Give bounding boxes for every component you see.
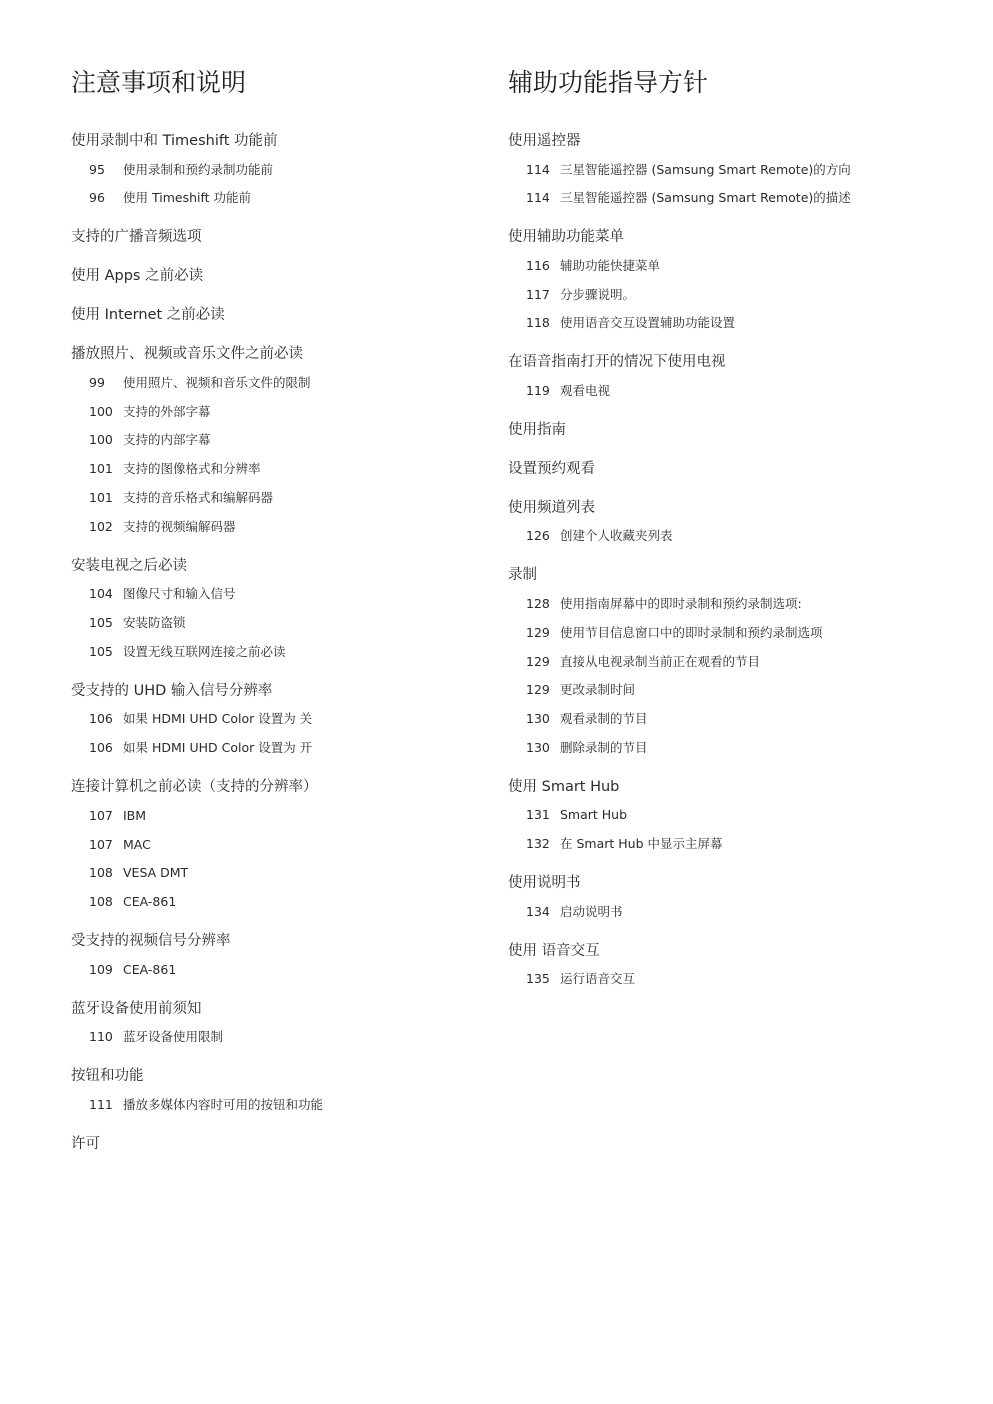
page-number: 95 [89, 161, 105, 177]
entry-label: IBM [123, 807, 147, 823]
page-number: 111 [89, 1096, 113, 1112]
entry-label: 支持的音乐格式和编解码器 [123, 490, 274, 505]
entry-label: 支持的图像格式和分辨率 [123, 461, 261, 477]
section-heading[interactable]: 按钮和功能 [71, 1068, 144, 1085]
page-number: 126 [526, 528, 550, 544]
section-heading[interactable]: 使用 Internet 之前必读 [71, 307, 225, 324]
entry-label: 播放多媒体内容时可用的按钮和功能 [123, 1096, 324, 1112]
page-number: 130 [526, 711, 550, 727]
entry-label: 支持的外部字幕 [123, 403, 211, 419]
page-number: 99 [89, 374, 105, 390]
entry-label: MAC [123, 836, 151, 852]
section-heading[interactable]: 使用说明书 [508, 875, 581, 892]
page-number: 114 [526, 190, 550, 206]
entry-label: 使用语音交互设置辅助功能设置 [560, 315, 736, 331]
page-number: 108 [89, 865, 113, 881]
entry-label: 使用照片、视频和音乐文件的限制 [123, 374, 311, 390]
entry-label: 三星智能遥控器 (Samsung Smart Remote)的方向 [560, 161, 851, 177]
page-number: 106 [89, 711, 113, 727]
page-number: 131 [526, 807, 550, 823]
section-heading[interactable]: 支持的广播音频选项 [71, 229, 202, 246]
page-number: 134 [526, 903, 550, 919]
page-number: 109 [89, 961, 113, 977]
section-heading[interactable]: 使用频道列表 [508, 499, 595, 516]
page-number: 107 [89, 807, 113, 823]
page-number: 105 [89, 615, 113, 631]
page-number: 96 [89, 190, 105, 206]
section-heading[interactable]: 使用指南 [508, 421, 566, 438]
entry-label: 使用录制和预约录制功能前 [123, 161, 274, 177]
page-number: 129 [526, 682, 550, 698]
page-number: 106 [89, 740, 113, 756]
section-heading[interactable]: 播放照片、视频或音乐文件之前必读 [71, 346, 303, 363]
entry-label: 使用 Timeshift 功能前 [123, 190, 252, 206]
section-heading[interactable]: 连接计算机之前必读（支持的分辨率） [71, 779, 318, 796]
page-number: 132 [526, 836, 550, 852]
section-heading[interactable]: 蓝牙设备使用前须知 [71, 1000, 202, 1017]
entry-label: CEA-861 [123, 894, 177, 910]
page-number: 104 [89, 586, 113, 602]
page-number: 128 [526, 595, 550, 611]
page-number: 105 [89, 643, 113, 659]
entry-label: 观看电视 [560, 382, 611, 398]
page-number: 130 [526, 739, 550, 755]
section-heading[interactable]: 受支持的 UHD 输入信号分辨率 [71, 682, 273, 699]
entry-label: 如果 HDMI UHD Color 设置为 开 [123, 740, 313, 756]
entry-label: 启动说明书 [560, 903, 623, 919]
section-heading[interactable]: 使用辅助功能菜单 [508, 229, 624, 246]
page-number: 100 [89, 432, 113, 448]
page-number: 117 [526, 286, 550, 302]
page-number: 135 [526, 971, 550, 987]
page-number: 118 [526, 315, 550, 331]
page-number: 102 [89, 518, 113, 534]
entry-label: 支持的视频编解码器 [123, 518, 236, 534]
entry-label: CEA-861 [123, 961, 177, 977]
page-number: 129 [526, 624, 550, 640]
page-number: 110 [89, 1029, 113, 1045]
page-number: 100 [89, 403, 113, 419]
entry-label: 使用节目信息窗口中的即时录制和预约录制选项 [560, 624, 823, 640]
section-heading[interactable]: 使用遥控器 [508, 133, 581, 149]
entry-label: 直接从电视录制当前正在观看的节目 [560, 653, 761, 669]
section-heading[interactable]: 设置预约观看 [508, 460, 595, 477]
entry-label: 设置无线互联网连接之前必读 [123, 643, 286, 659]
entry-label: 图像尺寸和输入信号 [123, 586, 236, 602]
section-heading[interactable]: 录制 [508, 567, 537, 584]
section-heading[interactable]: 使用 Apps 之前必读 [71, 268, 204, 285]
section-heading[interactable]: 使用 语音交互 [508, 942, 600, 959]
page-number: 107 [89, 836, 113, 852]
entry-label: 安装防盗锁 [123, 615, 186, 631]
page-number: 101 [89, 461, 113, 477]
entry-label: 在 Smart Hub 中显示主屏幕 [560, 836, 723, 852]
page-number: 129 [526, 653, 550, 669]
page-number: 114 [526, 161, 550, 177]
page-number: 119 [526, 382, 550, 398]
entry-label: Smart Hub [560, 807, 628, 823]
entry-label: 运行语音交互 [560, 971, 636, 987]
entry-label: 删除录制的节目 [560, 739, 648, 755]
entry-label: 创建个人收藏夹列表 [560, 528, 673, 544]
page-number: 116 [526, 257, 550, 273]
section-heading[interactable]: 使用录制中和 Timeshift 功能前 [71, 133, 278, 149]
entry-label: 三星智能遥控器 (Samsung Smart Remote)的描述 [560, 190, 851, 206]
entry-label: 使用指南屏幕中的即时录制和预约录制选项: [560, 595, 802, 611]
section-heading[interactable]: 安装电视之后必读 [71, 557, 187, 574]
section-heading[interactable]: 许可 [71, 1135, 100, 1152]
section-heading[interactable]: 受支持的视频信号分辨率 [71, 933, 231, 950]
entry-label: 蓝牙设备使用限制 [123, 1029, 224, 1045]
page-number: 101 [89, 490, 113, 505]
section-heading[interactable]: 在语音指南打开的情况下使用电视 [508, 354, 726, 371]
column-title: 注意事项和说明 [71, 68, 247, 97]
entry-label: 观看录制的节目 [560, 711, 648, 727]
entry-label: 辅助功能快捷菜单 [560, 257, 661, 273]
section-heading[interactable]: 使用 Smart Hub [508, 778, 620, 795]
column-title: 辅助功能指导方针 [508, 68, 709, 97]
entry-label: 支持的内部字幕 [123, 432, 211, 448]
entry-label: 分步骤说明。 [560, 286, 636, 302]
entry-label: VESA DMT [123, 865, 189, 881]
entry-label: 如果 HDMI UHD Color 设置为 关 [123, 711, 313, 727]
page-number: 108 [89, 894, 113, 910]
entry-label: 更改录制时间 [560, 682, 636, 698]
